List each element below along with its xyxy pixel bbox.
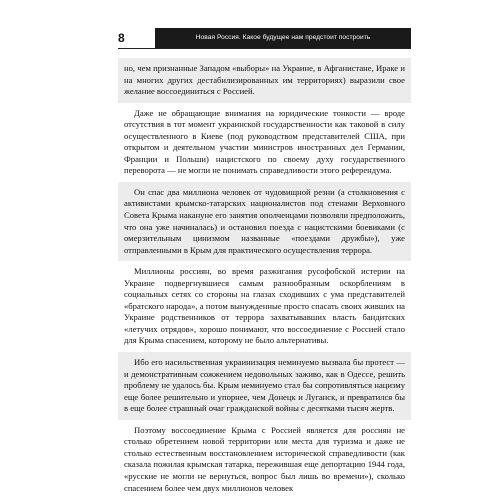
body-text: [118, 58, 411, 499]
page-header: [118, 28, 411, 49]
paragraph: Он спас два миллиона человек от чудовищной резни (а столкновения с активистами крымско-татарских националистов под стенами Верховного Совета Крыма накануне его занятия ополченцами позволяли предположить, что она уже начиналась) и остановил поезда с нацистскими боевиками (с омерзительным цинизмом названные «поездами дружбы»), уже отправленными в Крым для практического осуществления террора.: [118, 182, 411, 261]
paragraph: но, чем признанные Западом «выборы» на Украине, в Афганистане, Ираке и на многих других дестабилизированных им территориях) выразили свое желание воссоединиться с Россией.: [118, 58, 411, 103]
paragraph: Даже не обращающие внимания на юридические тонкости — вроде отсутствия в тот момент украинской государственности как таковой в силу осуществленного в Киеве (под руководством представителей США, при открытом и деятельном участии министров иностранных дел Германии, Франции и Польши) нацистского по своему духу государственного переворота — не могли не понимать справедливости этого референдума.: [124, 107, 405, 176]
page-number: 8: [118, 31, 125, 45]
paragraph: Ибо его насильственная украинизация неминуемо вызвала бы протест — и демонстративным сожжением недовольных заживо, как в Одессе, решить проблему не удалось бы. Крым неминуемо стал бы сопротивляться нацизму еще более решительно и упорнее, чем Донецк и Луганск, и превратился бы в еще более страшный очаг гражданской войны с десятками тысяч жертв.: [118, 352, 411, 420]
paragraph: Миллионы россиян, во время разжигания русофобской истерии на Украине подвергнувшиеся самым разнообразным оскорблениям в социальных сетях со стороны на глазах сходивших с ума представителей «братского народа», а потом вынужденные просто спасать своих живших на Украине родственников от террора захватывавших власть бандитских «летучих отрядов», хорошо понимают, что воссоединение с Россией стало для Крыма спасением, которому не было альтернативы.: [124, 266, 405, 346]
paragraph: Поэтому воссоединение Крыма с Россией является для россиян не столько обретением новой территории или места для туризма и даже не столько естественным восстановлением исторической справедливости (как сказала пожилая крымская татарка, пережившая еще депортацию 1944 года, «русские не могли не вернуться, вопрос был лишь во времени»), сколько спасением более чем двух миллионов человек: [124, 424, 405, 493]
running-title: Новая Россия. Какое будущее нам предстоит построить: [155, 28, 411, 48]
